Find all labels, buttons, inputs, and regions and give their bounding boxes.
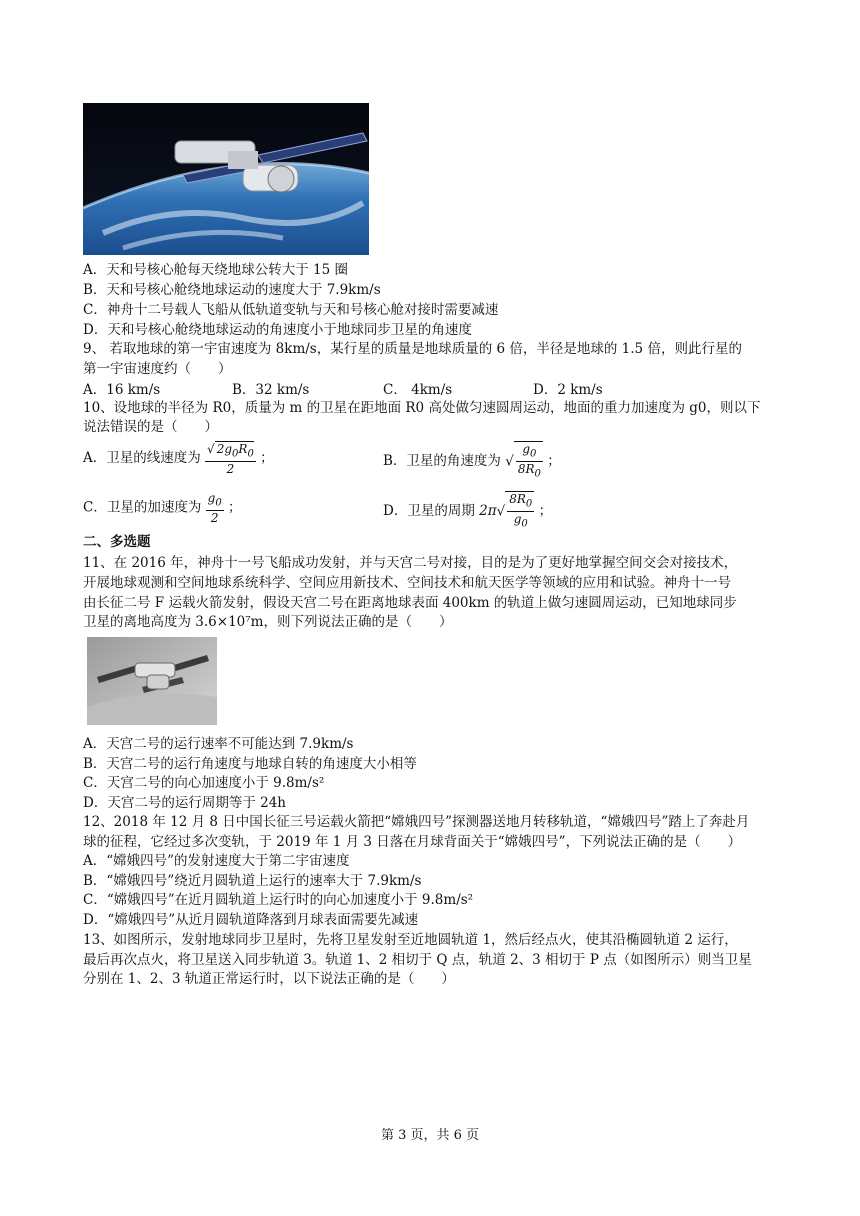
q9-option-b: B．32 km/s: [232, 382, 310, 398]
q10-option-d-formula: 2π√ $\frac{8R_0}{g_0}$: [479, 492, 533, 530]
q9-option-a: A．16 km/s: [83, 382, 161, 398]
q9-option-c: C． 4km/s: [383, 382, 453, 398]
q10-option-b-formula: √ $\frac{g_0}{8R_0}$: [505, 442, 541, 480]
q11-stem-line1: 11、在 2016 年，神舟十一号飞船成功发射，并与天宫二号对接，目的是为了更好地掌握空间交会对接技术，: [83, 555, 738, 571]
q11-stem-line3: 由长征二号 F 运载火箭发射，假设天宫二号在距离地球表面 400km 的轨道上做匀速圆周运动，已知地球同步: [83, 595, 737, 611]
q10-option-c: [83, 491, 242, 525]
q10-option-b-text: B．卫星的角速度为: [383, 452, 501, 469]
q13-stem-line3: 分别在 1、2、3 轨道正常运行时，以下说法正确的是（ ）: [83, 971, 455, 987]
q10-option-c-end: ；: [228, 499, 242, 516]
q10-option-a-text: A．卫星的线速度为: [83, 450, 201, 467]
tiangong-docking-image: [87, 637, 217, 725]
q11-stem-line4: 卫星的离地高度为 3.6×10⁷m，则下列说法正确的是（ ）: [83, 614, 453, 630]
page-footer: 第 3 页，共 6 页: [380, 1128, 480, 1143]
q8-option-b: B．天和号核心舱绕地球运动的速度大于 7.9km/s: [83, 282, 381, 298]
q12-option-b: B．“嫦娥四号”绕近月圆轨道上运行的速率大于 7.9km/s: [83, 873, 422, 889]
q10-option-b-end: ；: [547, 452, 561, 469]
q12-stem-line1: 12、2018 年 12 月 8 日中国长征三号运载火箭把“嫦娥四号”探测器送地月转移轨道，“嫦娥四号”踏上了奔赴月: [83, 814, 750, 830]
q11-option-b: B．天宫二号的运行角速度与地球自转的角速度大小相等: [83, 756, 417, 772]
q10-stem-line2: 说法错误的是（ ）: [83, 419, 218, 435]
q9-stem-line1: 9、 若取地球的第一宇宙速度为 8km/s，某行星的质量是地球质量的 6 倍，半径是地球的 1.5 倍，则此行星的: [83, 341, 742, 357]
q12-option-a: A．“嫦娥四号”的发射速度大于第二宇宙速度: [83, 853, 350, 869]
q8-option-a: A．天和号核心舱每天绕地球公转大于 15 圈: [83, 262, 349, 278]
q9-option-d: D．2 km/s: [533, 382, 603, 398]
q11-option-d: D．天宫二号的运行周期等于 24h: [83, 795, 286, 811]
q10-option-d-end: ；: [538, 502, 553, 519]
section-title-multiple-choice: 二、多选题: [83, 534, 151, 550]
q8-option-c: C．神舟十二号载人飞船从低轨道变轨与天和号核心舱对接时需要减速: [83, 302, 499, 318]
q13-stem-line2: 最后再次点火，将卫星送入同步轨道 3。轨道 1、2 相切于 Q 点，轨道 2、3 相切于 P 点（如图所示）则当卫星: [83, 952, 752, 968]
q10-option-a: [83, 441, 274, 476]
q11-option-c: C．天宫二号的向心加速度小于 9.8m/s²: [83, 775, 325, 791]
space-station-image: [83, 103, 369, 255]
q11-stem-line2: 开展地球观测和空间地球系统科学、空间应用新技术、空间技术和航天医学等领域的应用和试验。神舟十一号: [83, 575, 731, 591]
q8-option-d: D．天和号核心舱绕地球运动的角速度小于地球同步卫星的角速度: [83, 322, 472, 338]
q10-option-d: [383, 491, 552, 532]
q10-option-a-formula: $\frac{√ 2g_0R_0}{2}$: [207, 442, 254, 477]
q10-option-b: [383, 441, 561, 482]
q10-option-c-formula: $\frac{g_0}{2}$: [207, 491, 222, 526]
q12-stem-line2: 球的征程，它经过多次变轨，于 2019 年 1 月 3 日落在月球背面关于“嫦娥四号”，下列说法正确的是（ ）: [83, 834, 742, 850]
q11-option-a: A．天宫二号的运行速率不可能达到 7.9km/s: [83, 736, 354, 752]
q12-option-c: C．“嫦娥四号”在近月圆轨道上运行时的向心加速度小于 9.8m/s²: [83, 892, 474, 908]
q13-stem-line1: 13、如图所示，发射地球同步卫星时，先将卫星发射至近地圆轨道 1，然后经点火，使其沿椭圆轨道 2 运行，: [83, 932, 738, 948]
q9-stem-line2: 第一宇宙速度约（ ）: [83, 361, 232, 377]
q10-option-a-end: ；: [260, 450, 274, 467]
q12-option-d: D．“嫦娥四号”从近月圆轨道降落到月球表面需要先减速: [83, 912, 419, 928]
q10-stem-line1: 10、设地球的半径为 R0，质量为 m 的卫星在距地面 R0 高处做匀速圆周运动，地面的重力加速度为 g0，则以下: [83, 400, 761, 416]
q10-option-c-text: C．卫星的加速度为: [83, 499, 202, 516]
q10-option-d-text: D．卫星的周期: [383, 502, 475, 519]
